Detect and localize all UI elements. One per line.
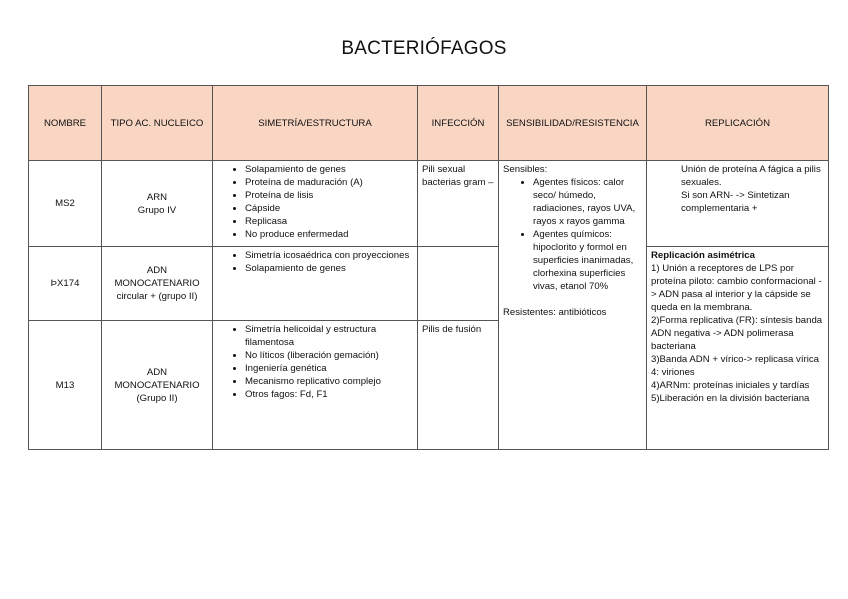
cell-tipo <box>102 247 213 321</box>
header-tipo: TIPO AC. NUCLEICO <box>102 86 213 161</box>
replicacion-step: 3)Banda ADN + vírico-> replicasa vírica 4: viriones <box>651 354 819 378</box>
simetria-list <box>217 249 413 275</box>
list-item: • No produce enfermedad <box>245 228 413 241</box>
tipo-line: ADN <box>146 265 168 276</box>
cell-simetria <box>213 321 418 450</box>
list-item: • Cápside <box>245 202 413 215</box>
list-item: • Simetría icosaédrica con proyecciones <box>245 249 413 262</box>
list-item: • Agentes químicos: hipoclorito y formol en superficies inanimadas, clorhexina superficies vivas, etanol 70% <box>533 228 642 293</box>
list-item: • Proteína de maduración (A) <box>245 176 413 189</box>
header-nombre: NOMBRE <box>29 86 102 161</box>
list-item: • Solapamiento de genes <box>245 262 413 275</box>
resistentes-text: Resistentes: antibióticos <box>503 307 607 318</box>
replicacion-step: 2)Forma replicativa (FR): síntesis banda ADN negativa -> ADN polimerasa bacteriana <box>651 315 823 352</box>
cell-tipo <box>102 161 213 247</box>
tipo-line: (Grupo II) <box>136 392 178 404</box>
list-item: • No líticos (liberación gemación) <box>245 349 413 362</box>
cell-sensibilidad <box>499 161 647 450</box>
list-item: • Ingeniería genética <box>245 362 413 375</box>
cell-nombre: M13 <box>29 321 102 450</box>
bacteriophage-table <box>28 85 829 450</box>
list-item: • Solapamiento de genes <box>245 163 413 176</box>
cell-infeccion: Pili sexual bacterias gram – <box>418 161 499 247</box>
page-title: BACTERIÓFAGOS <box>341 38 507 59</box>
tipo-line: ARN <box>146 191 168 203</box>
cell-nombre: ÞX174 <box>29 247 102 321</box>
replicacion-line: Unión de proteína A fágica a pilis sexuales. <box>681 164 821 188</box>
sensibles-label: Sensibles: <box>503 164 548 175</box>
replicacion-heading: Replicación asimétrica <box>651 250 755 261</box>
tipo-line: circular + (grupo II) <box>116 291 198 302</box>
table-row <box>29 247 829 321</box>
list-item: • Proteína de lisis <box>245 189 413 202</box>
list-item: • Replicasa <box>245 215 413 228</box>
tipo-line: ADN <box>146 366 168 378</box>
cell-simetria <box>213 161 418 247</box>
replicacion-step: 5)Liberación en la división bacteriana <box>651 393 810 404</box>
tipo-line: MONOCATENARIO <box>114 379 200 391</box>
header-replicacion: REPLICACIÓN <box>647 86 829 161</box>
cell-replicacion <box>647 161 829 247</box>
replicacion-line: Si son ARN- -> Sintetizan complementaria + <box>681 190 790 214</box>
cell-simetria <box>213 247 418 321</box>
cell-nombre: MS2 <box>29 161 102 247</box>
list-item: • Simetría helicoidal y estructura filamentosa <box>245 323 413 349</box>
cell-tipo <box>102 321 213 450</box>
list-item: • Mecanismo replicativo complejo <box>245 375 413 388</box>
list-item: • Agentes físicos: calor seco/ húmedo, radiaciones, rayos UVA, rayos x rayos gamma <box>533 176 642 228</box>
header-simetria: SIMETRÍA/ESTRUCTURA <box>213 86 418 161</box>
header-row <box>29 86 829 161</box>
table-row <box>29 161 829 247</box>
tipo-line: Grupo IV <box>137 204 177 216</box>
cell-infeccion <box>418 247 499 321</box>
cell-infeccion: Pilis de fusión <box>418 321 499 450</box>
header-sensibilidad: SENSIBILIDAD/RESISTENCIA <box>499 86 647 161</box>
tipo-line: MONOCATENARIO <box>114 278 200 289</box>
simetria-list <box>217 163 413 241</box>
replicacion-step: 1) Unión a receptores de LPS por proteína piloto: cambio conformacional -> ADN pasa al interior y la cápside se queda en la membrana. <box>651 263 822 313</box>
replicacion-step: 4)ARNm: proteínas iniciales y tardías <box>651 380 810 391</box>
list-item: • Otros fagos: Fd, F1 <box>245 388 413 401</box>
simetria-list <box>217 323 413 401</box>
header-infeccion: INFECCIÓN <box>418 86 499 161</box>
cell-replicacion-asimetrica <box>647 247 829 450</box>
sensibilidad-list <box>503 176 642 293</box>
